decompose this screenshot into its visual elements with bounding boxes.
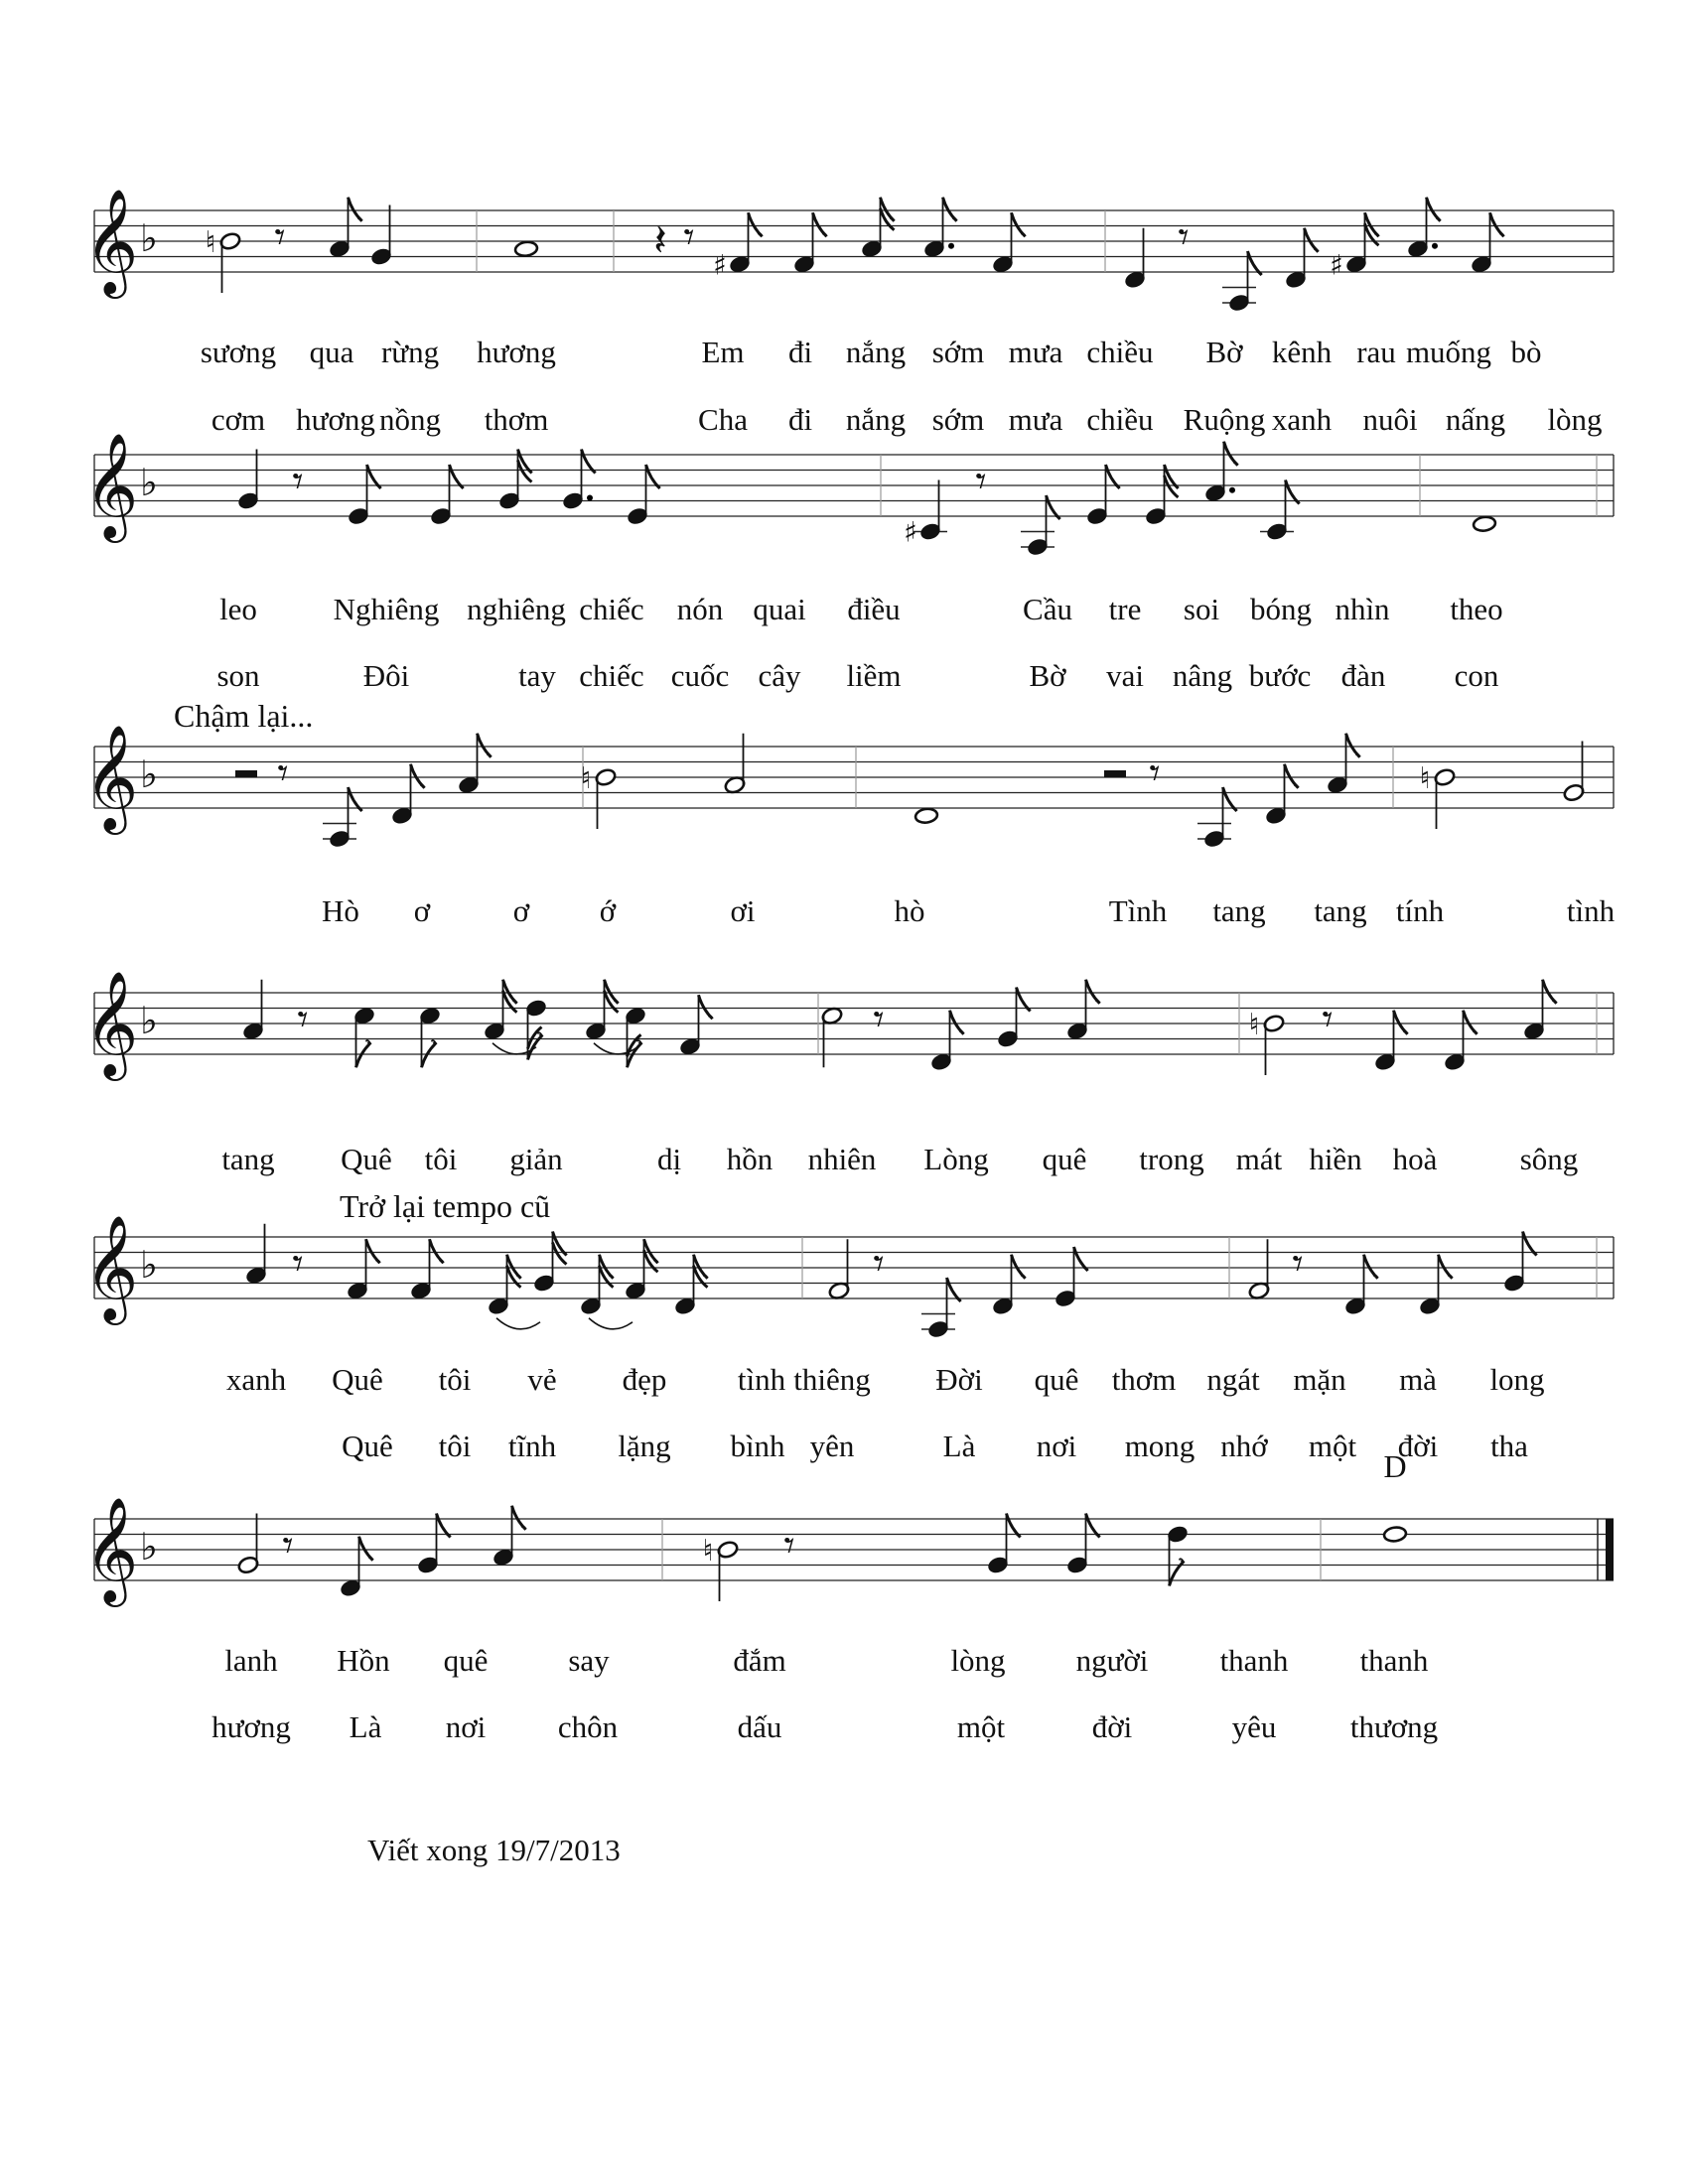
- lyric-syllable: tình: [1566, 893, 1616, 928]
- lyric-syllable: son: [216, 658, 260, 693]
- notehead: [514, 240, 538, 257]
- note-flag: [1285, 764, 1299, 788]
- augmentation-dot: [948, 243, 954, 249]
- lyric-syllable: nơi: [445, 1709, 487, 1744]
- lyric-syllable: Hò: [322, 893, 359, 928]
- lyric-syllable: nhớ: [1220, 1429, 1268, 1463]
- half-rest-icon: [235, 770, 257, 777]
- lyric-syllable: Em: [701, 335, 745, 369]
- lyric-syllable: nón: [676, 592, 724, 626]
- eighth-rest-icon: 𝄾: [292, 1239, 304, 1288]
- lyric-syllable: nuôi: [1362, 402, 1418, 437]
- lyric-syllable: nắng: [845, 402, 907, 437]
- lyric-syllable: thanh: [1219, 1643, 1289, 1678]
- sharp-icon: ♯: [1330, 248, 1343, 282]
- lyric-syllable: Quê: [341, 1142, 392, 1176]
- lyric-syllable: tôi: [438, 1429, 472, 1463]
- lyric-syllable: Bờ: [1029, 658, 1066, 693]
- lyric-syllable: tính: [1395, 893, 1445, 928]
- eighth-rest-icon: 𝄾: [975, 457, 987, 505]
- lyric-syllable: liềm: [846, 658, 902, 693]
- lyric-syllable: đẹp: [622, 1362, 667, 1397]
- lyric-syllable: Hồn: [337, 1643, 390, 1678]
- lyric-syllable: xanh: [1271, 402, 1333, 437]
- lyric-syllable: ơ: [512, 893, 530, 928]
- lyric-syllable: mặn: [1293, 1362, 1346, 1397]
- eighth-rest-icon: 𝄾: [292, 457, 304, 505]
- eighth-rest-icon: 𝄾: [282, 1521, 294, 1570]
- tempo-direction: Chậm lại...: [174, 698, 314, 734]
- note-flag: [411, 764, 425, 788]
- lyric-syllable: qua: [309, 335, 354, 369]
- note-flag: [1543, 980, 1557, 1004]
- lyric-syllable: một: [956, 1709, 1006, 1744]
- notehead: [1383, 1526, 1407, 1543]
- lyric-syllable: hò: [894, 893, 925, 928]
- note-flag: [1490, 212, 1504, 236]
- note-flag: [478, 734, 492, 757]
- staff-system: [94, 1519, 1614, 1580]
- lyric-syllable: hương: [211, 1709, 291, 1744]
- flat-icon: ♭: [140, 999, 158, 1042]
- lyric-syllable: hương: [477, 335, 556, 369]
- lyric-syllable: giản: [509, 1142, 563, 1176]
- quarter-rest-icon: 𝄽: [653, 215, 667, 266]
- sharp-icon: ♯: [713, 248, 727, 282]
- lyric-syllable: tre: [1108, 592, 1142, 626]
- augmentation-dot: [587, 495, 593, 501]
- lyric-syllable: tĩnh: [507, 1429, 557, 1463]
- lyric-syllable: Quê: [342, 1429, 393, 1463]
- eighth-rest-icon: 𝄾: [1149, 749, 1161, 797]
- lyric-syllable: yên: [809, 1429, 855, 1463]
- lyric-syllable: cuốc: [670, 658, 730, 693]
- eighth-rest-icon: 𝄾: [683, 212, 695, 261]
- completion-date: Viết xong 19/7/2013: [367, 1833, 621, 1867]
- lyric-syllable: thiêng: [793, 1362, 871, 1397]
- eighth-rest-icon: 𝄾: [873, 1239, 885, 1288]
- slur: [589, 1318, 633, 1329]
- staff-system: [94, 993, 1614, 1054]
- staff-system: [94, 1237, 1614, 1298]
- note-flag: [1086, 980, 1100, 1004]
- lyric-syllable: mong: [1124, 1429, 1196, 1463]
- lyric-syllable: thương: [1349, 1709, 1439, 1744]
- lyric-syllable: nhiên: [807, 1142, 877, 1176]
- lyric-syllable: cơm: [211, 402, 266, 437]
- final-barline: [1606, 1519, 1614, 1580]
- flat-icon: ♭: [140, 1525, 158, 1569]
- lyric-syllable: leo: [219, 592, 257, 626]
- lyric-syllable: đời: [1397, 1429, 1439, 1463]
- lyric-syllable: hoà: [1392, 1142, 1438, 1176]
- lyric-syllable: tha: [1490, 1429, 1528, 1463]
- chord-symbol: D: [1383, 1448, 1407, 1484]
- eighth-rest-icon: 𝄾: [1322, 995, 1334, 1043]
- lyric-syllable: theo: [1450, 592, 1503, 626]
- eighth-rest-icon: 𝄾: [873, 995, 885, 1043]
- flat-icon: ♭: [140, 216, 158, 260]
- flat-icon: ♭: [140, 1243, 158, 1287]
- note-flag: [749, 212, 763, 236]
- lyric-syllable: tay: [518, 658, 556, 693]
- lyric-syllable: mưa: [1008, 402, 1063, 437]
- lyric-syllable: điều: [847, 592, 901, 626]
- lyric-syllable: ngát: [1206, 1362, 1260, 1397]
- lyric-syllable: Là: [349, 1709, 382, 1744]
- lyric-syllable: ơ: [413, 893, 431, 928]
- lyric-syllable: quê: [1034, 1362, 1079, 1397]
- lyric-syllable: bước: [1248, 658, 1312, 693]
- lyric-syllable: muống: [1405, 335, 1492, 369]
- lyric-syllable: sương: [200, 335, 277, 369]
- flat-icon: ♭: [140, 461, 158, 504]
- natural-icon: ♮: [1419, 761, 1431, 796]
- note-flag: [366, 1239, 380, 1263]
- sharp-icon: ♯: [904, 515, 917, 549]
- natural-icon: ♮: [1248, 1008, 1260, 1042]
- lyric-syllable: bình: [730, 1429, 785, 1463]
- eighth-rest-icon: 𝄾: [1292, 1239, 1304, 1288]
- lyric-syllable: rừng: [380, 335, 440, 369]
- staff-system: [94, 210, 1614, 272]
- lyric-syllable: nồng: [379, 402, 441, 437]
- lyric-syllable: trong: [1139, 1142, 1204, 1176]
- augmentation-dot: [1432, 243, 1438, 249]
- lyric-syllable: chiếc: [579, 658, 644, 693]
- note-flag: [1346, 734, 1360, 757]
- lyric-syllable: chiều: [1086, 402, 1154, 437]
- eighth-rest-icon: 𝄾: [297, 995, 309, 1043]
- flat-icon: ♭: [140, 752, 158, 796]
- eighth-rest-icon: 𝄾: [1178, 212, 1190, 261]
- lyric-syllable: một: [1308, 1429, 1357, 1463]
- lyric-syllable: tôi: [424, 1142, 458, 1176]
- lyric-syllable: thơm: [1111, 1362, 1177, 1397]
- note-flag: [1305, 228, 1319, 252]
- lyric-syllable: nơi: [1036, 1429, 1077, 1463]
- notehead: [914, 807, 938, 824]
- lyric-syllable: tang: [1314, 893, 1367, 928]
- tempo-direction: Trở lại tempo cũ: [340, 1188, 551, 1224]
- lyric-syllable: kênh: [1271, 335, 1333, 369]
- lyric-syllable: lòng: [1547, 402, 1603, 437]
- lyric-syllable: lặng: [618, 1429, 671, 1463]
- lyric-syllable: Đời: [935, 1362, 983, 1397]
- lyric-syllable: Quê: [332, 1362, 383, 1397]
- lyric-syllable: dị: [656, 1142, 682, 1176]
- lyric-syllable: mà: [1399, 1362, 1437, 1397]
- note-flag: [950, 1011, 964, 1034]
- lyric-syllable: tang: [1212, 893, 1266, 928]
- note-flag: [1170, 1560, 1184, 1586]
- lyric-syllable: chôn: [557, 1709, 619, 1744]
- lyric-syllable: Tình: [1108, 893, 1168, 928]
- note-flag: [1364, 1255, 1378, 1279]
- augmentation-dot: [1229, 487, 1235, 493]
- lyric-syllable: quai: [753, 592, 806, 626]
- natural-icon: ♮: [580, 761, 592, 796]
- lyric-syllable: tang: [221, 1142, 275, 1176]
- note-flag: [1394, 1011, 1408, 1034]
- note-flag: [1427, 198, 1441, 221]
- lyric-syllable: ơi: [730, 893, 756, 928]
- eighth-rest-icon: 𝄾: [783, 1521, 795, 1570]
- lyric-syllable: con: [1454, 658, 1499, 693]
- treble-clef-icon: 𝄞: [83, 724, 139, 830]
- lyric-syllable: Nghiêng: [333, 592, 440, 626]
- note-flag: [359, 1537, 373, 1561]
- lyric-syllable: Bờ: [1205, 335, 1243, 369]
- lyric-syllable: đời: [1091, 1709, 1133, 1744]
- lyric-syllable: nâng: [1172, 658, 1233, 693]
- lyric-syllable: Cha: [698, 402, 748, 437]
- lyric-syllable: sớm: [931, 402, 985, 437]
- note-flag: [1224, 442, 1238, 466]
- lyric-syllable: chiều: [1086, 335, 1154, 369]
- lyric-syllable: hồn: [726, 1142, 774, 1176]
- lyric-syllable: xanh: [225, 1362, 287, 1397]
- treble-clef-icon: 𝄞: [83, 1214, 139, 1320]
- note-flag: [1012, 212, 1026, 236]
- notehead: [1473, 515, 1496, 532]
- lyric-syllable: đi: [787, 402, 813, 437]
- note-flag: [1439, 1255, 1453, 1279]
- lyric-syllable: mát: [1235, 1142, 1283, 1176]
- lyric-syllable: Cầu: [1023, 592, 1072, 626]
- note-flag: [943, 198, 957, 221]
- note-flag: [512, 1506, 526, 1530]
- note-flag: [1012, 1255, 1026, 1279]
- lyric-syllable: vẻ: [527, 1362, 557, 1397]
- treble-clef-icon: 𝄞: [83, 432, 139, 538]
- lyric-syllable: tôi: [438, 1362, 472, 1397]
- lyric-syllable: Là: [942, 1429, 976, 1463]
- lyric-syllable: nghiêng: [467, 592, 566, 626]
- lyric-syllable: yêu: [1231, 1709, 1277, 1744]
- eighth-rest-icon: 𝄾: [277, 749, 289, 797]
- lyric-syllable: hiền: [1309, 1142, 1362, 1176]
- half-rest-icon: [1104, 770, 1126, 777]
- lyric-syllable: bò: [1510, 335, 1542, 369]
- lyric-syllable: đi: [787, 335, 813, 369]
- lyric-syllable: cây: [758, 658, 801, 693]
- lyric-syllable: sông: [1519, 1142, 1579, 1176]
- lyric-syllable: dấu: [737, 1709, 782, 1744]
- lyric-syllable: người: [1075, 1643, 1149, 1678]
- treble-clef-icon: 𝄞: [83, 970, 139, 1076]
- lyric-syllable: say: [568, 1643, 610, 1678]
- lyric-syllable: lanh: [224, 1643, 278, 1678]
- eighth-rest-icon: 𝄾: [274, 212, 286, 261]
- lyric-syllable: tình: [737, 1362, 786, 1397]
- lyric-syllable: đàn: [1340, 658, 1386, 693]
- note-flag: [813, 212, 827, 236]
- lyric-syllable: nhìn: [1335, 592, 1390, 626]
- lyric-syllable: mưa: [1008, 335, 1063, 369]
- note-flag: [699, 995, 713, 1019]
- note-flag: [430, 1239, 444, 1263]
- treble-clef-icon: 𝄞: [83, 1496, 139, 1602]
- lyric-syllable: soi: [1183, 592, 1220, 626]
- lyric-syllable: chiếc: [579, 592, 644, 626]
- lyric-syllable: bóng: [1250, 592, 1312, 626]
- lyric-syllable: Lòng: [923, 1142, 989, 1176]
- lyric-syllable: lòng: [950, 1643, 1006, 1678]
- note-flag: [349, 198, 362, 221]
- natural-icon: ♮: [205, 225, 216, 260]
- lyric-syllable: quê: [1042, 1142, 1087, 1176]
- lyric-syllable: sớm: [931, 335, 985, 369]
- note-flag: [1464, 1011, 1477, 1034]
- lyric-syllable: long: [1489, 1362, 1545, 1397]
- lyric-syllable: thanh: [1359, 1643, 1429, 1678]
- lyric-syllable: Đôi: [362, 658, 410, 693]
- lyric-syllable: nấng: [1445, 402, 1506, 437]
- lyric-syllable: vai: [1106, 658, 1144, 693]
- staff-system: [94, 455, 1614, 516]
- lyric-syllable: quê: [443, 1643, 489, 1678]
- treble-clef-icon: 𝄞: [83, 188, 139, 294]
- lyric-syllable: rau: [1356, 335, 1396, 369]
- lyric-syllable: đắm: [733, 1643, 786, 1678]
- lyric-syllable: ớ: [599, 893, 617, 928]
- lyric-syllable: thơm: [484, 402, 549, 437]
- natural-icon: ♮: [702, 1534, 714, 1569]
- lyric-syllable: Ruộng: [1183, 402, 1266, 437]
- slur: [496, 1318, 540, 1329]
- lyric-syllable: hương: [296, 402, 375, 437]
- staff-system: [94, 747, 1614, 808]
- lyric-syllable: nắng: [845, 335, 907, 369]
